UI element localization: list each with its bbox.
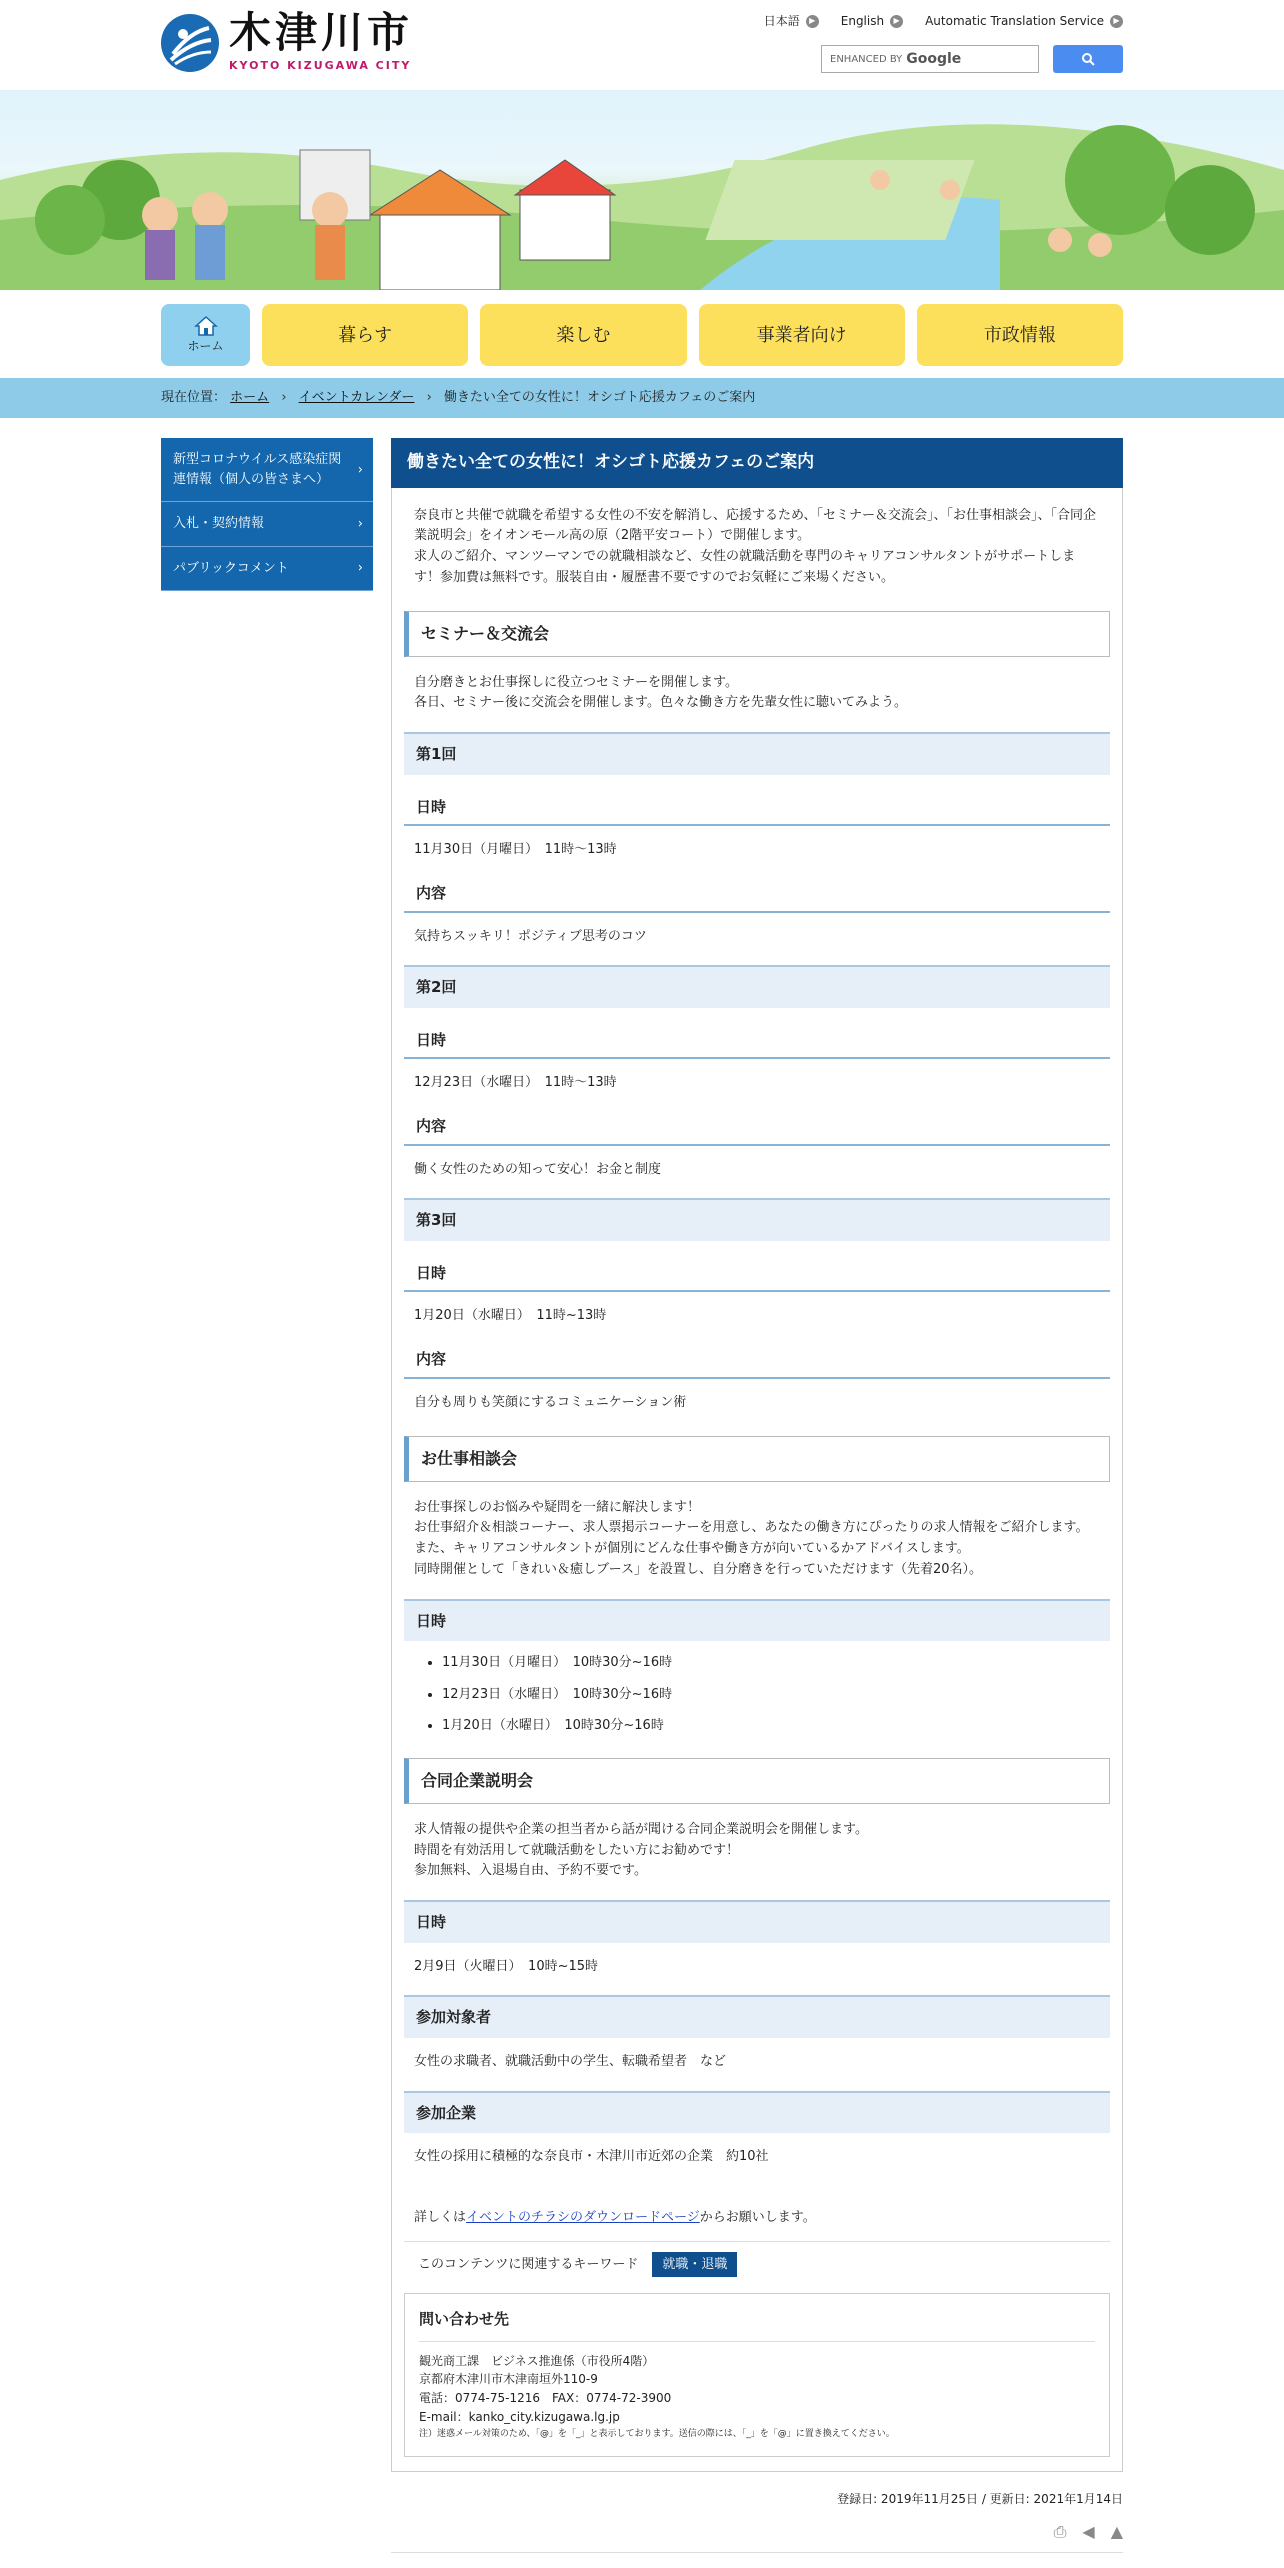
minor-heading: 内容	[404, 873, 1110, 913]
sidebar-item-covid[interactable]: 新型コロナウイルス感染症関連情報（個人の皆さまへ） ›	[161, 438, 373, 502]
page-tools	[391, 2520, 1123, 2544]
nav-city-info[interactable]: 市政情報	[917, 304, 1123, 366]
minor-heading: 内容	[404, 1106, 1110, 1146]
contact-title: 問い合わせ先	[419, 2308, 1095, 2342]
site-header	[161, 0, 1123, 90]
paragraph: 求人情報の提供や企業の担当者から話が聞ける合同企業説明会を開催します。	[414, 1821, 868, 1837]
arrow-right-icon: ▶	[1110, 15, 1123, 28]
keywords	[404, 2241, 1110, 2288]
intro-text: 求人のご紹介、マンツーマンでの就職相談など、女性の就職活動を専門のキャリアコンサルタントがサポートします！参加費は無料です。服装自由・履歴書不要ですのでお気軽にご来場ください。	[414, 549, 1076, 585]
breadcrumb: 現在位置： ホーム › イベントカレンダー › 働きたい全ての女性に！オシゴト応援カフェのご案内	[161, 390, 756, 405]
section-heading: 合同企業説明会	[404, 1758, 1110, 1804]
breadcrumb-events-link[interactable]: イベントカレンダー	[298, 390, 415, 405]
details-text: 詳しくはイベントのチラシのダウンロードページからお願いします。	[414, 2210, 816, 2226]
page-title: 働きたい全ての女性に！オシゴト応援カフェのご案内	[391, 438, 1123, 488]
contact-box	[404, 2293, 1110, 2456]
contact-line: 観光商工課 ビジネス推進係（市役所4階）	[419, 2353, 655, 2368]
language-links	[764, 12, 1123, 30]
sidebar	[161, 438, 373, 2553]
paragraph: 自分も周りも笑顔にするコミュニケーション術	[414, 1394, 687, 1410]
paragraph: 11月30日（月曜日） 11時～13時	[414, 842, 617, 858]
list-item: • 12月23日（水曜日） 10時30分~16時	[442, 1685, 1110, 1705]
nav-kurasu[interactable]: 暮らす	[262, 304, 468, 366]
search-button[interactable]	[1053, 45, 1123, 73]
paragraph: 各日、セミナー後に交流会を開催します。色々な働き方を先輩女性に聴いてみよう。	[414, 695, 907, 711]
paragraph: お仕事探しのお悩みや疑問を一緒に解決します！	[414, 1499, 701, 1515]
search-icon	[1081, 52, 1095, 66]
arrow-right-icon: ▶	[890, 15, 903, 28]
subsection-heading: 日時	[404, 1599, 1110, 1642]
contact-line: 電話：0774-75-1216 FAX：0774-72-3900	[419, 2391, 672, 2406]
nav-home[interactable]: ホーム	[161, 304, 250, 366]
list-item: • 11月30日（月曜日） 10時30分~16時	[442, 1653, 1110, 1673]
site-logo[interactable]	[161, 8, 414, 75]
paragraph: 2月9日（火曜日） 10時~15時	[414, 1958, 599, 1974]
flyer-download-link[interactable]: イベントのチラシのダウンロードページ	[466, 2210, 700, 2226]
auto-translation-link[interactable]: Automatic Translation Service ▶	[925, 12, 1123, 30]
section-heading: セミナー＆交流会	[404, 611, 1110, 657]
page-dates: 登録日: 2019年11月25日 / 更新日: 2021年1月14日	[837, 2491, 1123, 2506]
page-top-icon[interactable]: ▲	[1110, 2521, 1123, 2541]
sidebar-item-public-comment[interactable]: パブリックコメント ›	[161, 547, 373, 592]
sidebar-item-bidding[interactable]: 入札・契約情報 ›	[161, 502, 373, 547]
global-nav	[161, 304, 1123, 366]
subsection-heading: 第1回	[404, 732, 1110, 775]
contact-note: 注）迷惑メール対策のため、「@」を「_」と表示しております。送信の際には、「_」を「@」に置き換えてください。	[419, 2429, 895, 2440]
paragraph: お仕事紹介＆相談コーナー、求人票掲示コーナーを用意し、あなたの働き方にぴったりの求人情報をご紹介します。また、キャリアコンサルタントが個別にどんな仕事や働き方が向いているかアドバイスします。	[414, 1520, 1089, 1557]
subsection-heading: 日時	[404, 1900, 1110, 1943]
list-item: • 1月20日（水曜日） 10時30分~16時	[442, 1716, 1110, 1736]
print-icon[interactable]: ⎙	[1053, 2521, 1067, 2541]
paragraph: 12月23日（水曜日） 11時～13時	[414, 1075, 617, 1091]
breadcrumb-home-link[interactable]: ホーム	[230, 390, 270, 405]
minor-heading: 内容	[404, 1339, 1110, 1379]
search-input[interactable]: ENHANCED BY Google	[821, 45, 1039, 73]
intro-text: 奈良市と共催で就職を希望する女性の不安を解消し、応援するため、「セミナー＆交流会」、「お仕事相談会」、「合同企業説明会」をイオンモール高の原（2階平安コート）で開催します。	[414, 507, 1096, 544]
paragraph: 気持ちスッキリ！ポジティブ思考のコツ	[414, 928, 647, 944]
site-search	[821, 45, 1123, 73]
paragraph: 参加無料、入退場自由、予約不要です。	[414, 1863, 647, 1879]
paragraph: 同時開催として「きれい＆癒しブース」を設置し、自分磨きを行っていただけます（先着20名）。	[414, 1561, 983, 1577]
minor-heading: 日時	[404, 1253, 1110, 1293]
subsection-heading: 参加企業	[404, 2091, 1110, 2134]
paragraph: 女性の求職者、就職活動中の学生、転職希望者 など	[414, 2053, 727, 2069]
back-icon[interactable]: ◀	[1082, 2521, 1095, 2541]
minor-heading: 日時	[404, 787, 1110, 827]
logo-subtitle: KYOTO KIZUGAWA CITY	[229, 59, 412, 72]
minor-heading: 日時	[404, 1020, 1110, 1060]
paragraph: 時間を有効活用して就職活動をしたい方にお勧めです！	[414, 1842, 740, 1858]
nav-business[interactable]: 事業者向け	[699, 304, 905, 366]
arrow-right-icon: ▶	[806, 15, 819, 28]
lang-japanese-link[interactable]: 日本語 ▶	[764, 12, 819, 30]
paragraph: 女性の採用に積極的な奈良市・木津川市近郊の企業 約10社	[414, 2149, 769, 2165]
divider	[391, 2552, 1123, 2553]
paragraph: 自分磨きとお仕事探しに役立つセミナーを開催します。	[414, 674, 738, 690]
chevron-right-icon: ›	[281, 390, 287, 405]
keyword-tag[interactable]: 就職・退職	[652, 2252, 737, 2278]
subsection-heading: 第3回	[404, 1198, 1110, 1241]
subsection-heading: 第2回	[404, 965, 1110, 1008]
logo-mark-icon	[161, 14, 219, 72]
chevron-right-icon: ›	[426, 390, 432, 405]
paragraph: 働く女性のための知って安心！お金と制度	[414, 1161, 662, 1177]
contact-email: E-mail：kanko_city.kizugawa.lg.jp	[419, 2409, 620, 2424]
contact-line: 京都府木津川市木津南垣外110-9	[419, 2372, 598, 2387]
paragraph: 1月20日（水曜日） 11時~13時	[414, 1308, 607, 1324]
hero-banner-image	[0, 90, 1284, 290]
main-content	[391, 438, 1123, 2553]
date-list	[404, 1641, 1110, 1736]
breadcrumb-current: 働きたい全ての女性に！オシゴト応援カフェのご案内	[443, 390, 756, 405]
logo-title: 木津川市	[229, 8, 414, 57]
breadcrumb-bar	[0, 378, 1284, 418]
lang-english-link[interactable]: English ▶	[841, 12, 903, 30]
keyword-label: このコンテンツに関連するキーワード	[418, 2256, 639, 2272]
nav-tanoshimu[interactable]: 楽しむ	[480, 304, 686, 366]
section-heading: お仕事相談会	[404, 1436, 1110, 1482]
home-icon	[194, 315, 218, 337]
subsection-heading: 参加対象者	[404, 1995, 1110, 2038]
